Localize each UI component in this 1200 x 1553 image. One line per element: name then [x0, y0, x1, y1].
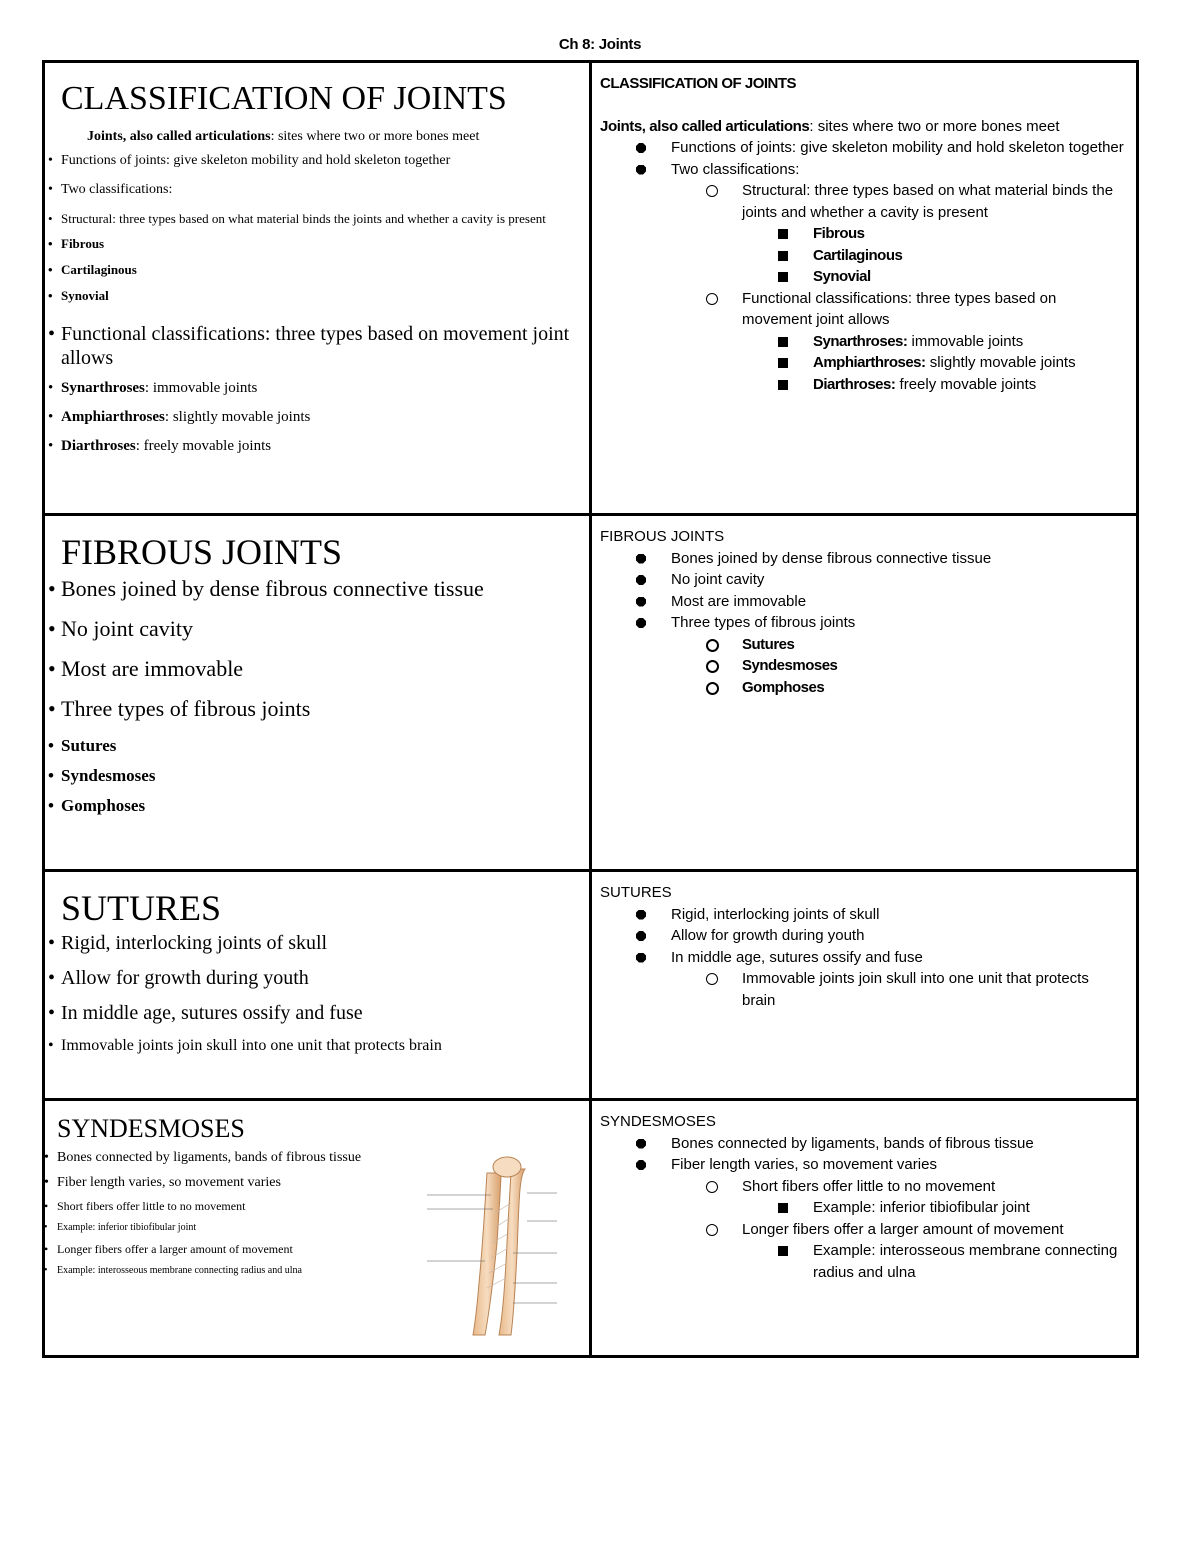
circle-bullet-icon [706, 1181, 718, 1193]
slide-sub-bullets [57, 1242, 397, 1257]
slide-title: SUTURES [61, 888, 222, 928]
notes-bullet [671, 137, 1126, 159]
sutures-notes [591, 871, 1138, 1100]
notes-type-item [813, 266, 1126, 288]
type-text: Gomphoses [742, 678, 825, 696]
slide-title: CLASSIFICATION OF JOINTS [61, 80, 507, 117]
syndesmoses-slide-text [57, 1113, 397, 1285]
bullet-text: Bones connected by ligaments, bands of fibrous tissue [671, 1134, 1034, 1152]
bullet-text: Example: inferior tibiofibular joint [813, 1199, 1030, 1216]
bullet-text: Three types of fibrous joints [671, 614, 856, 631]
slide-type-list [61, 736, 589, 816]
slide-bullet: • Functional classifications: three types based on movement joint allows [61, 322, 589, 370]
bullet-text: No joint cavity [671, 571, 765, 588]
notes-type-item [742, 677, 1126, 699]
slide-type-item: • Syndesmoses [61, 766, 589, 786]
func-desc: : slightly movable joints [164, 409, 311, 425]
radius-ulna-illustration [407, 1113, 587, 1353]
slide-title: FIBROUS JOINTS [61, 532, 343, 572]
bullet-text: Rigid, interlocking joints of skull [671, 905, 880, 923]
ulna-bone [499, 1169, 525, 1335]
notes-sub-bullets [742, 180, 1126, 223]
slide-intro [87, 129, 589, 145]
bullet-text: Two classifications: [671, 160, 800, 178]
func-term: Diarthroses: [813, 375, 896, 393]
syndesmoses-slide [44, 1100, 591, 1357]
notes-bullet [671, 569, 1126, 591]
func-term: Synarthroses [61, 380, 145, 396]
classification-row [44, 62, 1138, 515]
slide-bullet: • Bones connected by ligaments, bands of fibrous tissue [57, 1149, 397, 1166]
notes-bullets [671, 548, 1126, 634]
bone-head [493, 1157, 521, 1177]
type-text: Synovial [813, 268, 871, 285]
notes-func-item [813, 352, 1126, 374]
notes-sub-bullet [742, 968, 1126, 1011]
slide-sub-bullet: • Immovable joints join skull into one unit that protects brain [61, 1037, 589, 1055]
slide-bullet: • Allow for growth during youth [61, 967, 589, 990]
notes-func-item [813, 331, 1126, 353]
notes-bullet [671, 925, 1126, 947]
syndesmoses-notes [591, 1100, 1138, 1357]
syndesmoses-slide-body [57, 1113, 589, 1353]
notes-heading: SUTURES [600, 884, 672, 901]
intro-term: Joints, also called articulations [600, 117, 810, 135]
fibrous-row [44, 515, 1138, 871]
bullet-text: Functions of joints: give skeleton mobility and hold skeleton together [671, 139, 1124, 156]
notes-bullets [671, 137, 1126, 180]
slide-sub-bullets [61, 1037, 589, 1055]
slide-bullet: • Fiber length varies, so movement varies [57, 1174, 397, 1191]
square-bullet-icon [778, 337, 788, 347]
sutures-slide [44, 871, 591, 1100]
notes-bullet [671, 947, 1126, 969]
type-text: Sutures [742, 635, 795, 653]
notes-heading: CLASSIFICATION OF JOINTS [600, 75, 797, 92]
bullet-icon [636, 1139, 646, 1149]
slide-bullet: • Three types of fibrous joints [61, 696, 589, 722]
slide-example: • Example: inferior tibiofibular joint [57, 1220, 397, 1236]
notes-sub-bullets [742, 1176, 1126, 1198]
slide-bullets [57, 1149, 397, 1191]
bullet-text: Structural: three types based on what material binds the joints and whether a cavity is present [742, 182, 1114, 221]
bullet-icon [636, 910, 646, 920]
notes-sub-bullets [742, 288, 1126, 331]
notes-bullet [671, 904, 1126, 926]
square-bullet-icon [778, 229, 788, 239]
intro-desc: : sites where two or more bones meet [809, 117, 1060, 135]
slide-bullets [61, 576, 589, 722]
bullet-text: Short fibers offer little to no movement [742, 1177, 996, 1195]
func-term: Diarthroses [61, 438, 136, 454]
slide-func-item [61, 409, 589, 426]
notes-intro [600, 116, 1126, 138]
func-desc: freely movable joints [895, 375, 1037, 393]
slide-func-item [61, 380, 589, 397]
bullet-text: Bones joined by dense fibrous connective tissue [671, 549, 992, 567]
bullet-text: Allow for growth during youth [671, 927, 865, 944]
slide-example: • Example: interosseous membrane connecting radius and ulna [57, 1263, 397, 1279]
slide-example-list [57, 1263, 397, 1279]
circle-bullet-icon [706, 660, 719, 673]
slide-type-list [61, 236, 589, 304]
bullet-icon [636, 575, 646, 585]
classification-notes [591, 62, 1138, 515]
slide-bullet: • No joint cavity [61, 616, 589, 642]
type-text: Syndesmoses [742, 657, 838, 674]
syndesmoses-row [44, 1100, 1138, 1357]
notes-func-item [813, 374, 1126, 396]
slide-bullet: • Functions of joints: give skeleton mobility and hold skeleton together [61, 153, 589, 169]
notes-bullet [671, 1133, 1126, 1155]
fibrous-slide [44, 515, 591, 871]
bullet-icon [636, 554, 646, 564]
notes-func-list [813, 331, 1126, 396]
notes-bullet [671, 1154, 1126, 1176]
notes-type-item [813, 245, 1126, 267]
notes-type-item [742, 655, 1126, 677]
bullet-text: Example: interosseous membrane connecting radius and ulna [813, 1242, 1118, 1281]
notes-heading: FIBROUS JOINTS [600, 528, 725, 545]
slide-bullets [61, 153, 589, 198]
circle-bullet-icon [706, 1224, 718, 1236]
square-bullet-icon [778, 1203, 788, 1213]
bullet-text: In middle age, sutures ossify and fuse [671, 948, 923, 966]
notes-bullet [671, 548, 1126, 570]
notes-sub-bullet [742, 1176, 1126, 1198]
square-bullet-icon [778, 251, 788, 261]
notes-sub-bullet [742, 1219, 1126, 1241]
slide-title: SYNDESMOSES [57, 1114, 245, 1143]
notes-bullets [671, 1133, 1126, 1176]
slide-sub-bullet: • Longer fibers offer a larger amount of movement [57, 1242, 397, 1257]
notes-example-list [813, 1240, 1126, 1283]
notes-bullet [671, 591, 1126, 613]
notes-example [813, 1197, 1126, 1219]
bullet-text: Longer fibers offer a larger amount of movement [742, 1220, 1064, 1238]
sutures-row [44, 871, 1138, 1100]
slide-sub-bullet: • Structural: three types based on what material binds the joints and whether a cavity is present [61, 211, 589, 227]
notes-table [42, 60, 1139, 1358]
slide-bullet: • In middle age, sutures ossify and fuse [61, 1002, 589, 1025]
classification-slide [44, 62, 591, 515]
document-title: Ch 8: Joints [558, 36, 642, 53]
slide-type-item: • Synovial [61, 288, 589, 304]
slide-sub-bullet: • Short fibers offer little to no movement [57, 1199, 397, 1214]
slide-example-list [57, 1220, 397, 1236]
notes-sub-bullet [742, 180, 1126, 223]
func-desc: slightly movable joints [925, 354, 1076, 371]
fibrous-notes [591, 515, 1138, 871]
slide-sub-bullets [57, 1199, 397, 1214]
bullet-icon [636, 1160, 646, 1170]
bullet-icon [636, 597, 646, 607]
slide-type-item: • Gomphoses [61, 796, 589, 816]
intro-desc: : sites where two or more bones meet [270, 129, 480, 144]
slide-type-item: • Fibrous [61, 236, 589, 252]
notes-sub-bullet [742, 288, 1126, 331]
bullet-text: Functional classifications: three types based on movement joint allows [742, 289, 1057, 328]
circle-bullet-icon [706, 185, 718, 197]
slide-bullet: • Bones joined by dense fibrous connective tissue [61, 576, 589, 602]
slide-bullet: • Two classifications: [61, 182, 589, 198]
func-term: Amphiarthroses: [813, 354, 926, 371]
slide-bullet: • Most are immovable [61, 656, 589, 682]
slide-type-item: • Sutures [61, 736, 589, 756]
type-text: Cartilaginous [813, 246, 903, 264]
notes-bullet [671, 612, 1126, 634]
square-bullet-icon [778, 358, 788, 368]
type-text: Fibrous [813, 225, 865, 242]
notes-type-list [742, 634, 1126, 699]
func-term: Amphiarthroses [61, 409, 165, 425]
bullet-text: Immovable joints join skull into one unit that protects brain [742, 970, 1089, 1009]
notes-sub-bullets [742, 968, 1126, 1011]
notes-type-list [813, 223, 1126, 288]
slide-bullets [61, 932, 589, 1025]
func-desc: immovable joints [907, 332, 1024, 350]
square-bullet-icon [778, 1246, 788, 1256]
slide-func-list [61, 380, 589, 455]
slide-sub-bullets [61, 211, 589, 227]
notes-example-list [813, 1197, 1126, 1219]
bullet-icon [636, 931, 646, 941]
square-bullet-icon [778, 272, 788, 282]
slide-functional [61, 322, 589, 370]
circle-bullet-icon [706, 639, 719, 652]
circle-bullet-icon [706, 682, 719, 695]
notes-type-item [813, 223, 1126, 245]
bullet-icon [636, 953, 646, 963]
circle-bullet-icon [706, 973, 718, 985]
circle-bullet-icon [706, 293, 718, 305]
notes-bullets [671, 904, 1126, 969]
bullet-icon [636, 143, 646, 153]
square-bullet-icon [778, 380, 788, 390]
func-desc: : freely movable joints [135, 438, 272, 454]
bullet-icon [636, 165, 646, 175]
notes-type-item [742, 634, 1126, 656]
func-desc: : immovable joints [144, 380, 258, 396]
notes-heading: SYNDESMOSES [600, 1113, 716, 1130]
slide-type-item: • Cartilaginous [61, 262, 589, 278]
func-term: Synarthroses: [813, 332, 908, 350]
notes-bullet [671, 159, 1126, 181]
bullet-text: Most are immovable [671, 592, 807, 610]
slide-bullet: • Rigid, interlocking joints of skull [61, 932, 589, 955]
slide-func-item [61, 438, 589, 455]
radius-bone [473, 1173, 501, 1335]
notes-sub-bullets [742, 1219, 1126, 1241]
bullet-icon [636, 618, 646, 628]
intro-term: Joints, also called articulations [87, 129, 271, 144]
notes-example [813, 1240, 1126, 1283]
bullet-text: Fiber length varies, so movement varies [671, 1156, 937, 1173]
